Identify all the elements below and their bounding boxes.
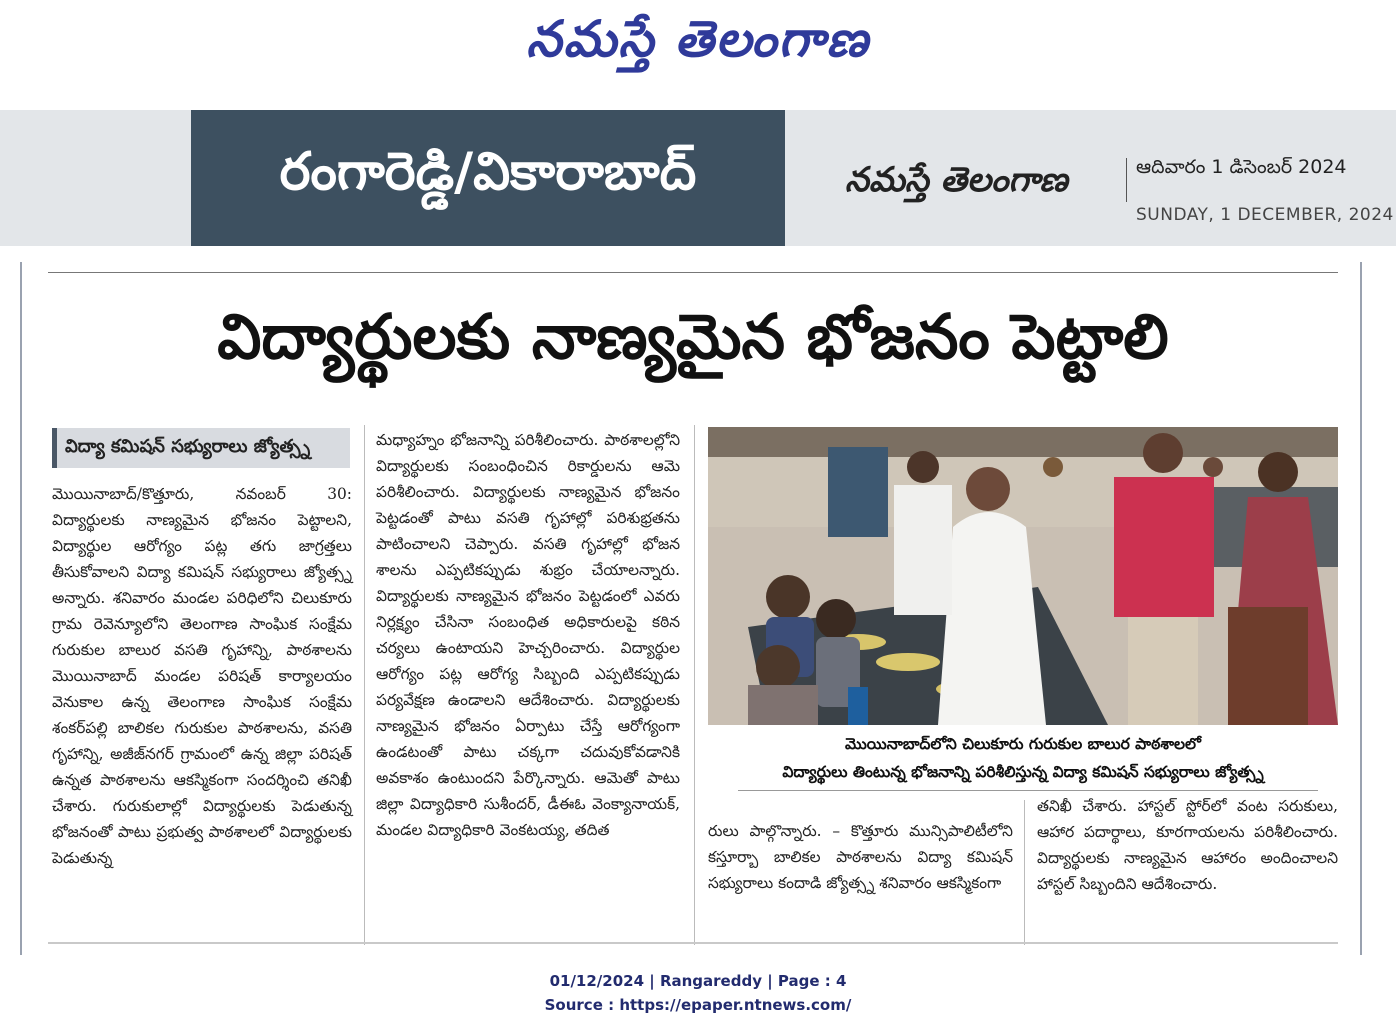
- article-photo: [708, 427, 1338, 725]
- caption-line-2: విద్యార్థులు తింటున్న భోజనాన్ని పరిశీలిస్తున్న విద్యా కమిషన్ సభ్యురాలు జ్యోత్స్న: [782, 763, 1264, 781]
- masthead: [0, 0, 1396, 104]
- brand-small: నమస్తే తెలంగాణ: [845, 160, 1068, 200]
- masthead-title: నమస్తే తెలంగాణ: [526, 10, 870, 68]
- footer-edition-info: 01/12/2024 | Rangareddy | Page : 4: [549, 972, 847, 990]
- page-border-right: [1360, 262, 1362, 955]
- photo-caption: [708, 730, 1338, 786]
- article-column-4: తనిఖీ చేశారు. హాస్టల్ స్టోర్‌లో వంట సరుకులు, ఆహార పదార్థాలు, కూరగాయలను పరిశీలించారు. విద్యార్థులకు నాణ్యమైన ఆహారం అందించాలని హాస్టల్ సిబ్బందిని ఆదేశించారు.: [1037, 797, 1338, 893]
- date-telugu: ఆదివారం 1 డిసెంబర్ 2024: [1136, 156, 1347, 178]
- article-column-1: మొయినాబాద్/కొత్తూరు, నవంబర్ 30: విద్యార్థులకు నాణ్యమైన భోజనం పెట్టాలని, విద్యార్థుల ఆరోగ్యం పట్ల తగు జాగ్రత్తలు తీసుకోవాలని విద్యా కమిషన్ సభ్యురాలు జ్యోత్స్న అన్నారు. శనివారం మండల పరిధిలోని చిలుకూరు గ్రామ రెవెన్యూలోని తెలంగాణ సాంఘిక సంక్షేమ గురుకుల బాలుర వసతి గృహాన్ని, పాఠశాలను మొయినాబాద్ మండల పరిషత్ కార్యాలయం వెనుకాల ఉన్న తెలంగాణ సాంఘిక సంక్షేమ శంకర్‌పల్లి బాలికల గురుకుల పాఠశాలను, వసతి గృహాన్ని, అజీజ్‌నగర్ గ్రామంలో ఉన్న జిల్లా పరిషత్ ఉన్నత పాఠశాలను ఆకస్మికంగా సందర్శించి తనిఖీ చేశారు. గురుకులాల్లో విద్యార్థులకు పెడుతున్న భోజనంతో పాటు ప్రభుత్వ పాఠశాలలో విద్యార్థులకు పెడుతున్న: [52, 485, 352, 867]
- top-rule: [48, 272, 1338, 273]
- photo-illustration: [708, 427, 1338, 725]
- footer-source: Source : https://epaper.ntnews.com/: [544, 996, 852, 1014]
- date-english: SUNDAY, 1 DECEMBER, 2024: [1136, 205, 1394, 225]
- article-column-3: రులు పాల్గొన్నారు. – కొత్తూరు మున్సిపాలిటీలోని కస్తూర్బా బాలికల పాఠశాలను విద్యా కమిషన్ సభ్యురాలు కందాడి జ్యోత్స్న శనివారం ఆకస్మికంగా: [708, 822, 1013, 892]
- date-divider: [1126, 158, 1127, 202]
- page-border-left: [20, 262, 22, 955]
- kicker-text: విద్యా కమిషన్ సభ్యురాలు జ్యోత్స్న: [65, 435, 311, 457]
- footer-rule: [48, 942, 1338, 944]
- caption-rule: [738, 790, 1318, 791]
- column-divider: [694, 425, 695, 945]
- article-kicker: [52, 428, 350, 468]
- article-headline: విద్యార్థులకు నాణ్యమైన భోజనం పెట్టాలి: [217, 300, 1169, 373]
- column-divider: [1024, 800, 1025, 945]
- column-divider: [364, 425, 365, 945]
- section-name: రంగారెడ్డి/వికారాబాద్: [191, 110, 785, 246]
- article-column-2: మధ్యాహ్నం భోజనాన్ని పరిశీలించారు. పాఠశాలల్లోని విద్యార్థులకు సంబంధించిన రికార్డులను ఆమె పరిశీలించారు. విద్యార్థులకు నాణ్యమైన భోజనం పెట్టడంతో పాటు వసతి గృహాల్లో పరిశుభ్రతను పాటించాలని చెప్పారు. వసతి గృహాల్లో భోజన శాలను ఎప్పటికప్పుడు శుభ్రం చేయాలన్నారు. విద్యార్థులకు నాణ్యమైన భోజనం పెట్టడంలో ఎవరు నిర్లక్ష్యం చేసినా సంబంధిత అధికారులపై కఠిన చర్యలు ఉంటాయని హెచ్చరించారు. విద్యార్థుల ఆరోగ్యం పట్ల ఆరోగ్య సిబ్బంది ఎప్పటికప్పుడు పర్యవేక్షణ ఉండాలని ఆదేశించారు. విద్యార్థులకు నాణ్యమైన భోజనం ఏర్పాటు చేస్తే ఆరోగ్యంగా ఉండటంతో పాటు చక్కగా చదువుకోవడానికి అవకాశం ఉంటుందని పేర్కొన్నారు. ఆమెతో పాటు జిల్లా విద్యాధికారి సుశీందర్, డీఈఓ వెంక్యానాయక్, మండల విద్యాధికారి వెంకటయ్య, తదిత: [376, 431, 680, 839]
- caption-line-1: మొయినాబాద్‌లోని చిలుకూరు గురుకుల బాలుర పాఠశాలలో: [845, 735, 1201, 753]
